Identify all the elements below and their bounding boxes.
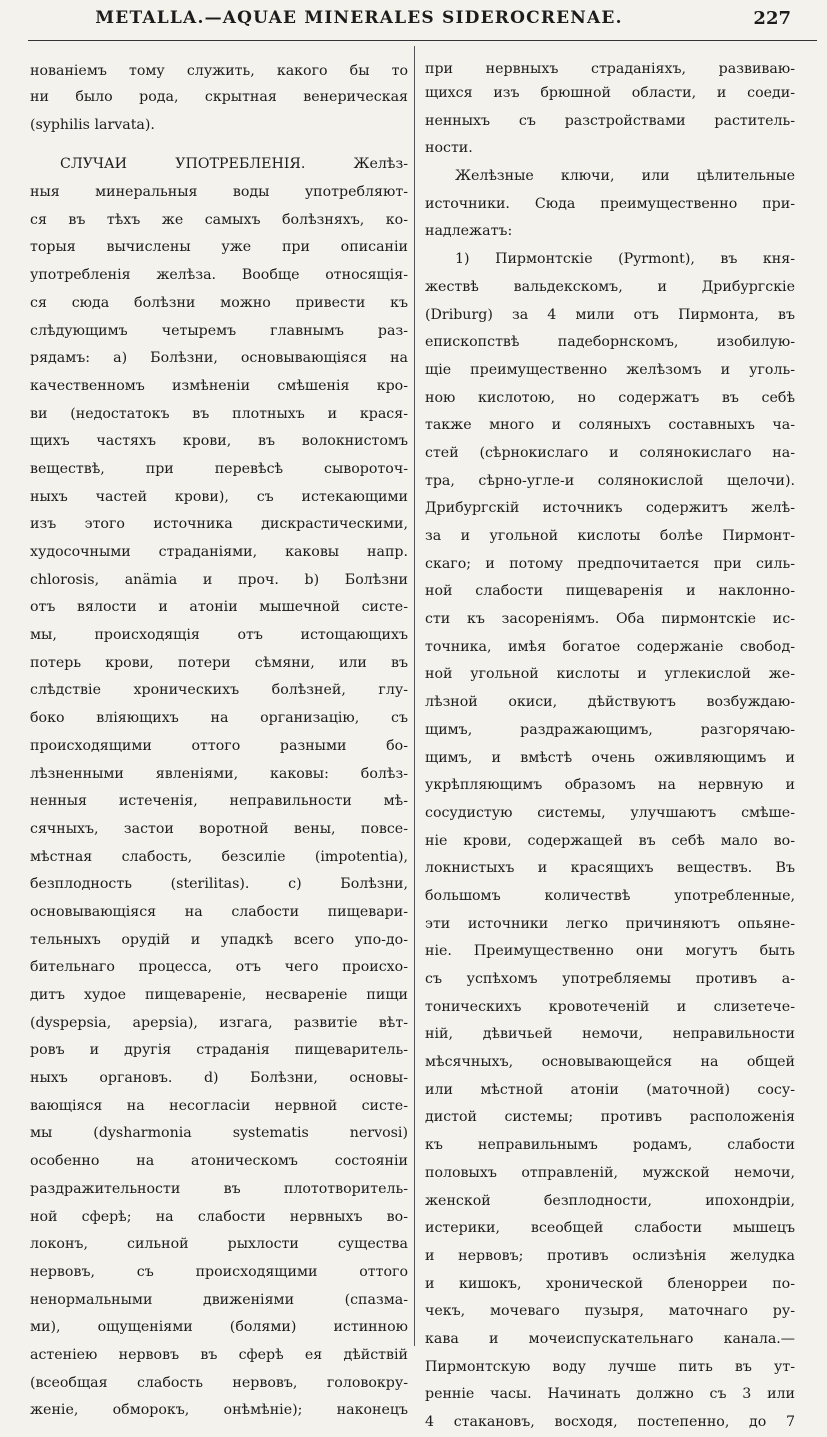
text-line: ненныя истеченія, неправильности мѣ-	[30, 793, 408, 810]
text-line: дистой системы; противъ расположенія	[425, 1109, 795, 1126]
text-line: ненныхъ съ разстройствами раститель-	[425, 112, 795, 129]
text-line: и нервовъ; противъ ослизѣнія желудка	[425, 1247, 795, 1264]
running-header-title: METALLA.—AQUAE MINERALES SIDEROCRENAE.	[95, 8, 623, 28]
text-line: происходящими оттого разными бо-	[30, 737, 408, 754]
text-line: тоническихъ кровотеченій и слизетече-	[425, 998, 795, 1015]
text-line: истерики, всеобщей слабости мышецъ	[425, 1220, 795, 1237]
text-line: ненормальными движеніями (спазма-	[30, 1291, 408, 1308]
text-line: за и угольной кислоты болѣе Пирмонт-	[425, 528, 795, 544]
text-line: реннiе часы. Начинать должно съ 3 или	[425, 1386, 795, 1403]
left-column	[30, 58, 408, 1425]
text-line: раздражительности въ плототворитель-	[30, 1180, 408, 1197]
text-line: 1) Пирмонтскіе (Pyrmont), въ кня-	[455, 251, 795, 268]
text-line: ніе. Преимущественно они могутъ быть	[425, 943, 795, 960]
text-line: тельныхъ орудій и упадкѣ всего упо-до-	[30, 931, 408, 948]
text-line: ной угольной кислоты и углекислой же-	[425, 666, 795, 683]
text-line: веществѣ, при перевѣсѣ сывороточ-	[30, 460, 408, 477]
text-line: астеніею нервовъ въ сферѣ ея дѣйствій	[30, 1346, 408, 1363]
text-line: ною кислотою, но содержатъ въ себѣ	[425, 389, 795, 406]
text-line: или мѣстной атоніи (маточной) сосу-	[425, 1081, 795, 1098]
text-line: нованіемъ тому служить, какого бы то	[30, 63, 408, 79]
text-line: сти къ засореніямъ. Оба пирмонтскіе ис-	[425, 611, 795, 628]
text-line: и кишокъ, хронической бленорреи по-	[425, 1275, 795, 1292]
text-line: (Driburg) за 4 мили отъ Пирмонта, въ	[425, 306, 795, 323]
text-line: къ неправильнымъ родамъ, слабости	[425, 1137, 795, 1154]
text-line: лѣзной окиси, дѣйствуютъ возбуждаю-	[425, 694, 795, 711]
text-line: ныя минеральныя воды употребляют-	[30, 184, 408, 201]
text-line: лѣзненными явленіями, каковы: болѣз-	[30, 765, 408, 782]
text-line: слѣдствіе хроническихъ болѣзней, глу-	[30, 682, 408, 699]
text-line: бительнаго процесса, отъ чего происхо-	[30, 959, 408, 976]
text-line: точника, имѣя богатое содержаніе свобод-	[425, 638, 795, 655]
text-line: при нервныхъ страданіяхъ, развиваю-	[425, 61, 795, 77]
text-line: мы (dysharmonia systematis nervosi)	[30, 1125, 408, 1142]
text-line: щихся изъ брюшной области, и соеди-	[425, 85, 795, 101]
text-line: эти источники легко причиняютъ опьяне-	[425, 915, 795, 932]
text-line: (syphilis larvata).	[30, 116, 155, 133]
text-line: ныхъ органовъ. d) Болѣзни, основы-	[30, 1070, 408, 1087]
text-line: женской безплодности, ипохондріи,	[425, 1192, 795, 1209]
text-line: сосудистую системы, улучшаютъ смѣше-	[425, 804, 795, 821]
text-line: мы, происходящія отъ истощающихъ	[30, 627, 408, 644]
text-line: ной слабости пищеваренія и наклонно-	[425, 583, 795, 600]
text-line: ни было рода, скрытная венерическая	[30, 89, 408, 105]
right-column	[425, 58, 795, 1437]
text-line: щимъ, и вмѣстѣ очень оживляющимъ и	[425, 749, 795, 766]
text-line: сячныхъ, застои воротной вены, повсе-	[30, 820, 408, 837]
text-line: мѣстная слабость, безсиліе (impotentia),	[30, 848, 408, 865]
text-line: дитъ худое пищевареніе, несвареніе пищи	[30, 987, 408, 1003]
text-line: жествѣ вальдекскомъ, и Дрибургскіе	[425, 278, 795, 295]
text-line: ми), ощущеніями (болями) истинною	[30, 1319, 408, 1336]
text-line: боко вліяющихъ на организацію, съ	[30, 710, 408, 727]
text-line: вающіяся на несогласіи нервной систе-	[30, 1097, 408, 1114]
text-line: мѣсячныхъ, основывающейся на общей	[425, 1054, 795, 1071]
text-line: источники. Сюда преимущественно при-	[425, 195, 795, 212]
text-line: также много и соляныхъ составныхъ ча-	[425, 417, 795, 434]
text-line: стей (сѣрнокислаго и солянокислаго на-	[425, 444, 795, 461]
text-line: чекъ, мочеваго пузыря, маточнаго ру-	[425, 1303, 795, 1320]
text-line: съ успѣхомъ употребляемы противъ а-	[425, 971, 795, 987]
text-line: щимъ, раздражающимъ, разгорячаю-	[425, 721, 795, 738]
text-line: Пирмонтскую воду лучше пить въ ут-	[425, 1358, 795, 1375]
text-line: потерь крови, потери сѣмяни, или въ	[30, 654, 408, 671]
text-line: щіе преимущественно желѣзомъ и уголь-	[425, 361, 795, 378]
text-line: отъ вялости и атоніи мышечной систе-	[30, 599, 408, 616]
text-line: ніе крови, содержащей въ себѣ мало во-	[425, 832, 795, 849]
text-line: СЛУЧАИ УПОТРЕБЛЕНІЯ. Желѣз-	[60, 156, 408, 173]
text-line: скаго; и потому предпочитается при силь-	[425, 555, 795, 572]
text-line: особенно на атоническомъ состояніи	[30, 1153, 408, 1170]
text-line: локнистыхъ и красящихъ веществъ. Въ	[425, 860, 795, 877]
header-rule	[28, 40, 817, 41]
text-line: (всеобщая слабость нервовъ, головокру-	[30, 1374, 408, 1391]
text-line: ся въ тѣхъ же самыхъ болѣзняхъ, ко-	[30, 211, 408, 228]
text-line: (dyspepsia, apepsia), изгага, развитіе вѣт-	[30, 1014, 408, 1031]
text-line: основывающіяся на слабости пищевари-	[30, 903, 408, 920]
text-line: тра, сѣрно-угле-и солянокислой щелочи).	[425, 472, 795, 489]
text-line: половыхъ отправленій, мужской немочи,	[425, 1164, 795, 1181]
page-number: 227	[753, 8, 791, 29]
paragraph-gap	[30, 139, 408, 151]
text-line: щихъ частяхъ крови, въ волокнистомъ	[30, 433, 408, 450]
text-line: употребленія желѣза. Вообще относящія-	[30, 267, 408, 284]
text-line: изъ этого источника дискрастическими,	[30, 516, 408, 533]
text-line: рядамъ: a) Болѣзни, основывающіяся на	[30, 350, 408, 367]
text-line: худосочными страданіями, каковы напр.	[30, 544, 408, 560]
text-line: укрѣпляющимъ образомъ на нервную и	[425, 777, 795, 794]
text-line: ныхъ частей крови), съ истекающими	[30, 488, 408, 505]
text-line: 4 стакановъ, восходя, постепенно, до 7	[425, 1414, 795, 1430]
text-line: ви (недостатокъ въ плотныхъ и крася-	[30, 405, 408, 422]
text-line: епископствѣ падеборнскомъ, изобилую-	[425, 334, 795, 351]
text-line: ности.	[425, 140, 473, 157]
text-line: большомъ количествѣ употребленные,	[425, 887, 795, 904]
text-line: торыя вычислены уже при описаніи	[30, 239, 408, 256]
text-line: женіе, обморокъ, онѣмѣніе); наконецъ	[30, 1402, 408, 1419]
column-divider	[414, 46, 415, 1346]
text-line: надлежатъ:	[425, 223, 513, 240]
text-line: ній, дѣвичьей немочи, неправильности	[425, 1026, 795, 1043]
text-line: Желѣзные ключи, или цѣлительные	[455, 168, 795, 185]
text-line: ной сферѣ; на слабости нервныхъ во-	[30, 1208, 408, 1225]
text-line: Дрибургскій источникъ содержитъ желѣ-	[425, 500, 795, 517]
text-line: chlorosis, anämia и проч. b) Болѣзни	[30, 571, 408, 588]
text-line: нервовъ, съ происходящими оттого	[30, 1263, 408, 1280]
text-line: локонъ, сильной рыхлости существа	[30, 1236, 408, 1253]
text-line: безплодность (sterilitas). c) Болѣзни,	[30, 876, 408, 893]
text-line: слѣдующимъ четыремъ главнымъ раз-	[30, 322, 408, 339]
text-line: качественномъ измѣненіи смѣшенія кро-	[30, 377, 408, 394]
text-line: кава и мочеиспускательнаго канала.—	[425, 1330, 795, 1347]
text-line: ся сюда болѣзни можно привести къ	[30, 294, 408, 311]
text-line: ровъ и другія страданія пищеваритель-	[30, 1042, 408, 1059]
